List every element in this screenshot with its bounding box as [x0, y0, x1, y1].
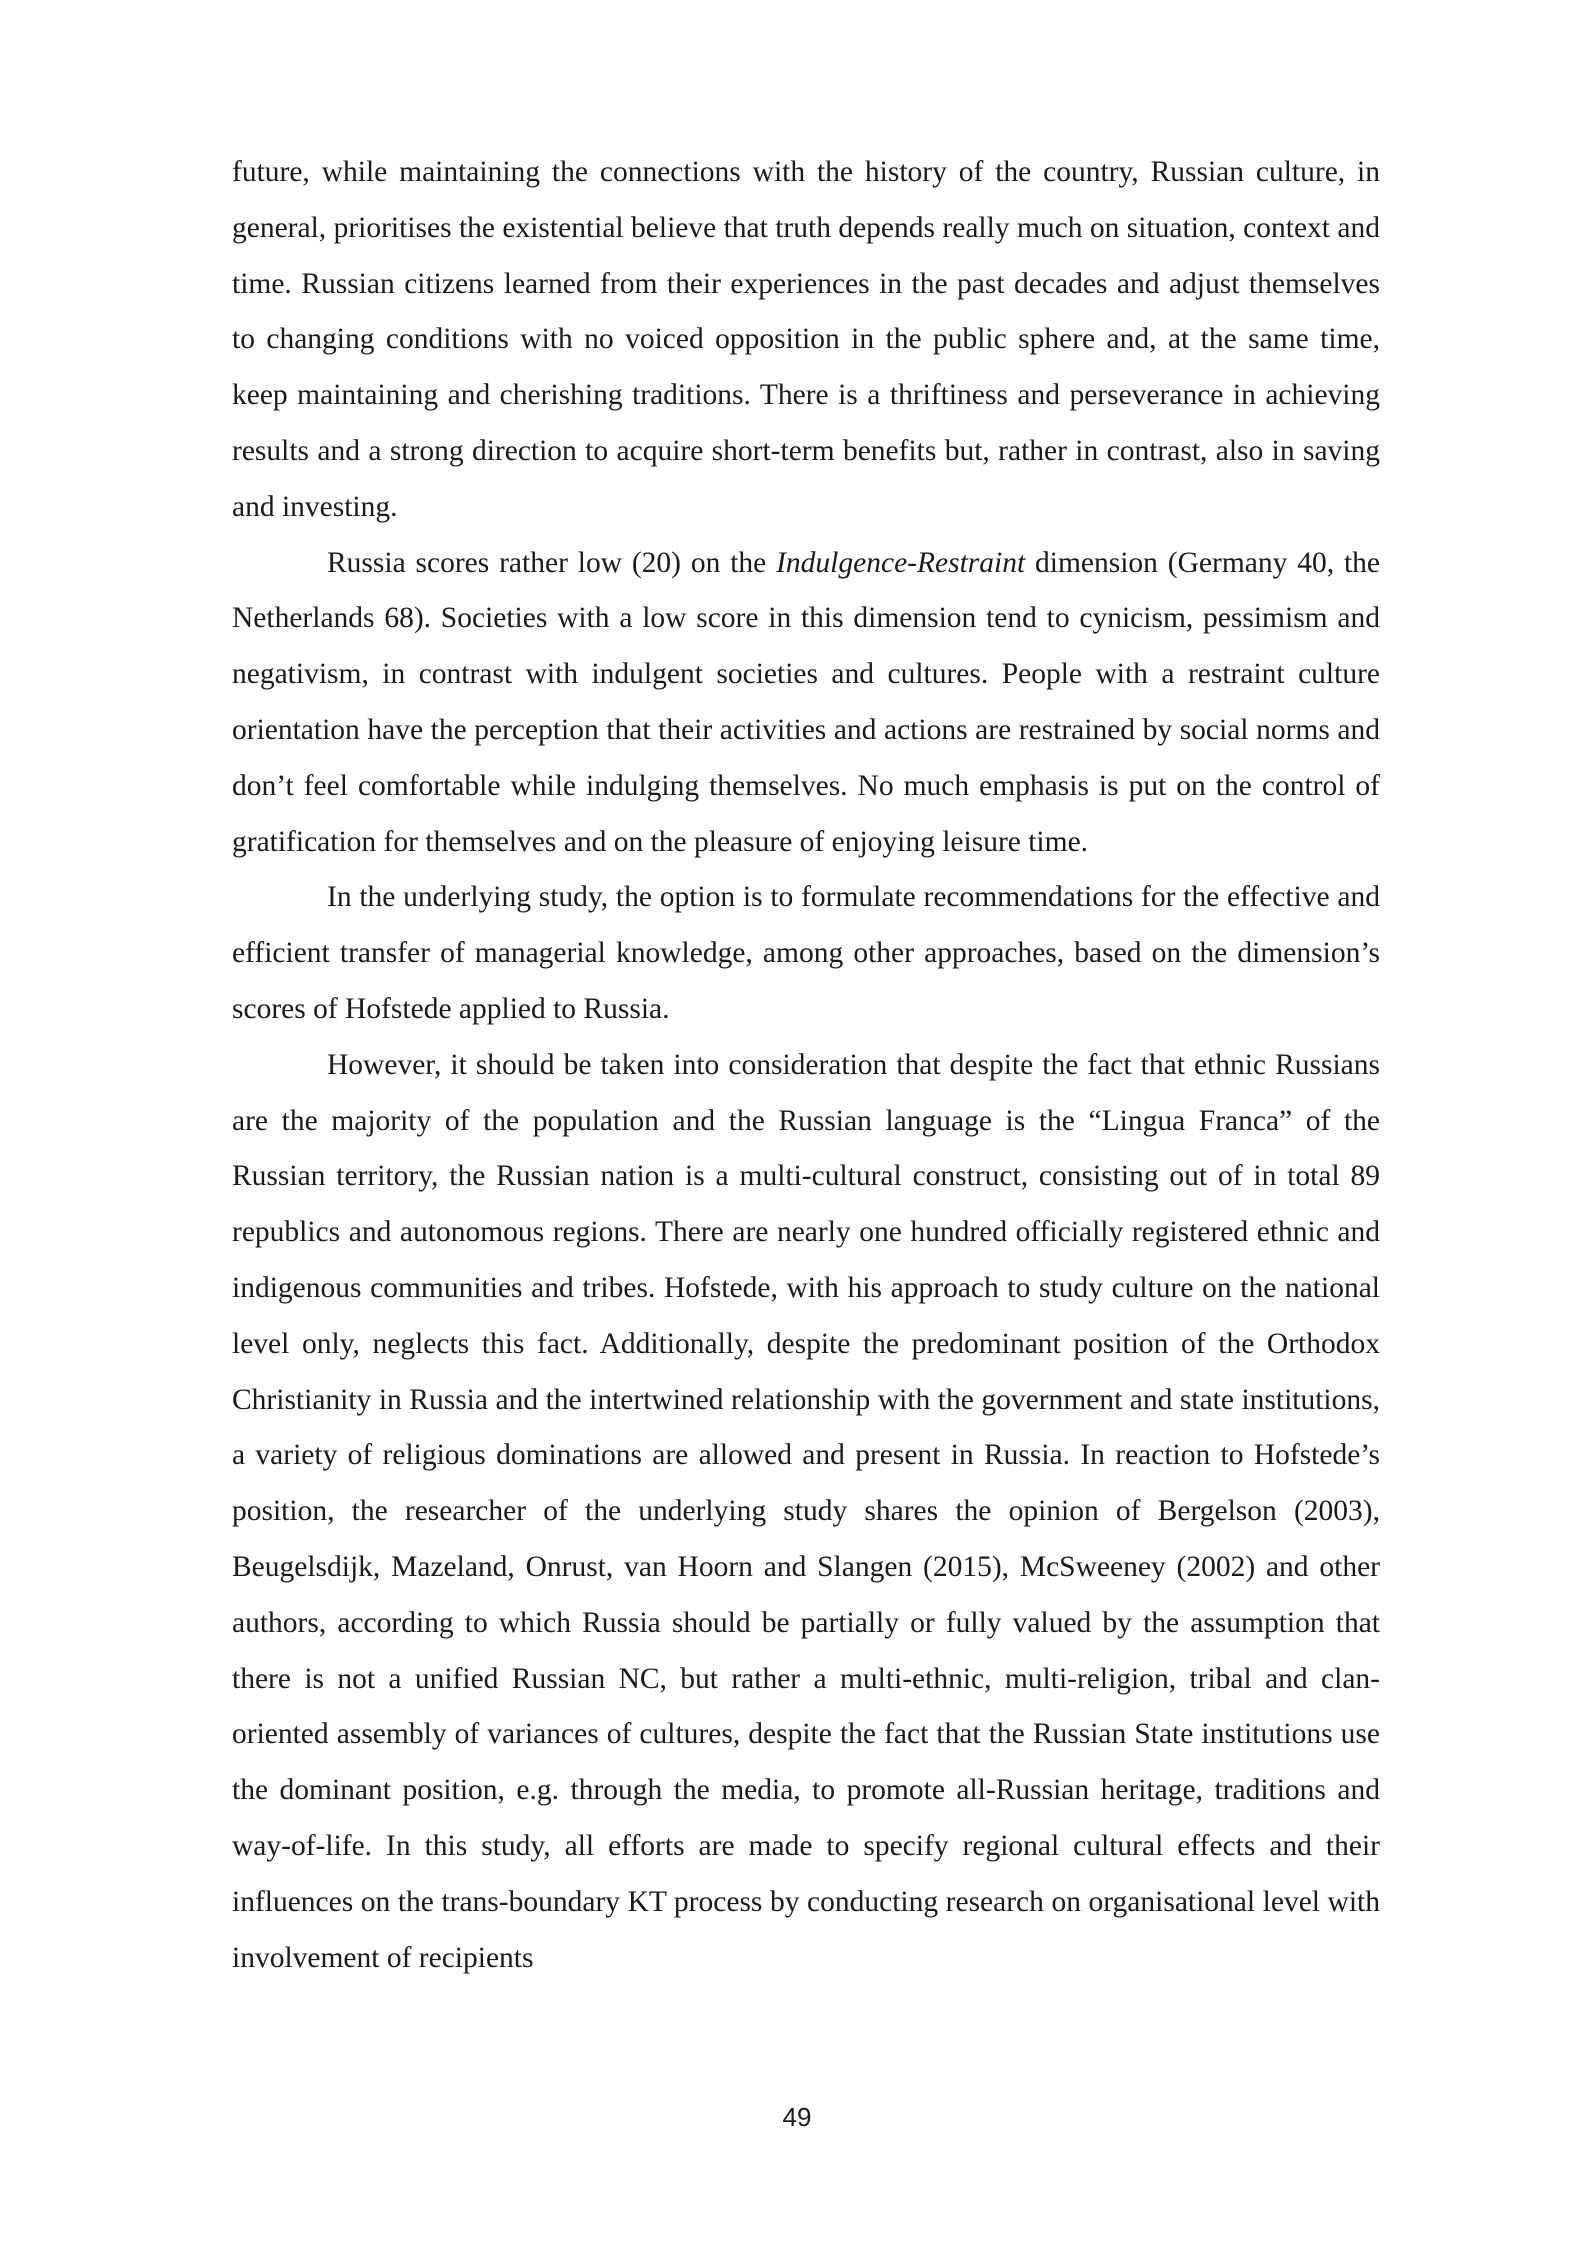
paragraph-2-text-b: dimension (Germany 40, the Netherlands 68). Societies with a low score in this dimension tend to cynicism, pessimism and negativism, in contrast with indulgent societies and cultures. People with a restraint culture orientation have the perception that their activities and actions are restrained by social norms and don’t feel comfortable while indulging themselves. No much emphasis is put on the control of gratification for themselves and on the pleasure of enjoying leisure time.: [232, 546, 1380, 858]
paragraph-2: [232, 536, 1380, 871]
paragraph-2-italic-term: Indulgence-Restraint: [776, 546, 1026, 579]
paragraph-1-text: future, while maintaining the connections with the history of the country, Russian culture, in general, prioritises the existential believe that truth depends really much on situation, context and time. Russian citizens learned from their experiences in the past decades and adjust themselves to changing conditions with no voiced opposition in the public sphere and, at the same time, keep maintaining and cherishing traditions. There is a thriftiness and perseverance in achieving results and a strong direction to acquire short-term benefits but, rather in contrast, also in saving and investing.: [232, 156, 1380, 523]
paragraph-3-text: In the underlying study, the option is to formulate recommendations for the effective and efficient transfer of managerial knowledge, among other approaches, based on the dimension’s scores of Hofstede applied to Russia.: [232, 881, 1380, 1025]
paragraph-1: [232, 145, 1380, 536]
paragraph-4-text: However, it should be taken into consideration that despite the fact that ethnic Russians are the majority of the population and the Russian language is the “Lingua Franca” of the Russian territory, the Russian nation is a multi-cultural construct, consisting out of in total 89 republics and autonomous regions. There are nearly one hundred officially registered ethnic and indigenous communities and tribes. Hofstede, with his approach to study culture on the national level only, neglects this fact. Additionally, despite the predominant position of the Orthodox Christianity in Russia and the intertwined relationship with the government and state institutions, a variety of religious dominations are allowed and present in Russia. In reaction to Hofstede’s position, the researcher of the underlying study shares the opinion of Bergelson (2003), Beugelsdijk, Mazeland, Onrust, van Hoorn and Slangen (2015), McSweeney (2002) and other authors, according to which Russia should be partially or fully valued by the assumption that there is not a unified Russian NC, but rather a multi-ethnic, multi-religion, tribal and clan-oriented assembly of variances of cultures, despite the fact that the Russian State institutions use the dominant position, e.g. through the media, to promote all-Russian heritage, traditions and way-of-life. In this study, all efforts are made to specify regional cultural effects and their influences on the trans-boundary KT process by conducting research on organisational level with involvement of recipients: [232, 1048, 1380, 1974]
page-number: 49: [782, 2102, 812, 2132]
body-text: [232, 145, 1380, 1986]
paragraph-4: [232, 1038, 1380, 1987]
paragraph-3: [232, 870, 1380, 1037]
paragraph-2-text-a: Russia scores rather low (20) on the: [327, 546, 777, 579]
